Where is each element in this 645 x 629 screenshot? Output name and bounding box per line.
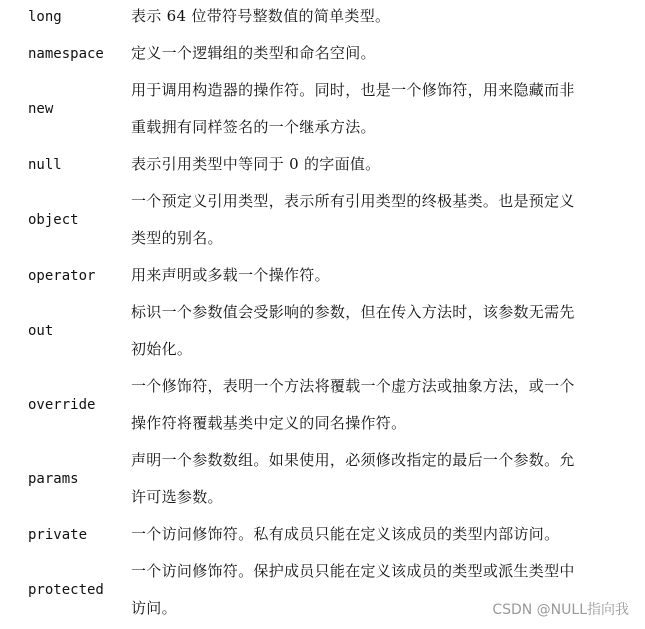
keyword-description (131, 35, 631, 72)
keyword-row (0, 368, 645, 442)
keyword-description (131, 516, 631, 553)
keyword-name: new (28, 101, 54, 117)
keyword-name: long (28, 8, 62, 25)
keyword-description (131, 294, 631, 368)
keyword-row (0, 35, 645, 72)
keyword-name: params (28, 471, 79, 487)
watermark: CSDN @NULL指向我 (492, 602, 629, 618)
keyword-name: protected (28, 582, 104, 598)
keyword-description (131, 257, 631, 294)
keyword-name: operator (28, 267, 96, 284)
keyword-name: out (28, 323, 54, 339)
description-line: 操作符将覆载基类中定义的同名操作符。 (131, 414, 407, 432)
keyword-row (0, 516, 645, 553)
description-line: 重载拥有同样签名的一个继承方法。 (131, 118, 376, 136)
description-line: 访问。 (131, 599, 177, 617)
keyword-description (131, 442, 631, 516)
description-line: 表示引用类型中等同于 0 的字面值。 (131, 155, 381, 173)
description-line: 表示 64 位带符号整数值的简单类型。 (131, 7, 391, 25)
keyword-row (0, 183, 645, 257)
keyword-description (131, 183, 631, 257)
description-line: 用于调用构造器的操作符。同时，也是一个修饰符，用来隐藏而非 (131, 81, 575, 99)
keyword-name: private (28, 526, 88, 543)
description-line: 用来声明或多载一个操作符。 (131, 266, 330, 284)
keyword-name: object (28, 212, 79, 228)
description-line: 一个预定义引用类型，表示所有引用类型的终极基类。也是预定义 (131, 192, 575, 210)
keyword-description (131, 0, 631, 35)
keyword-name: null (28, 156, 62, 173)
description-line: 一个访问修饰符。私有成员只能在定义该成员的类型内部访问。 (131, 525, 560, 543)
description-line: 一个修饰符，表明一个方法将覆载一个虚方法或抽象方法，或一个 (131, 377, 575, 395)
keyword-description (131, 72, 631, 146)
description-line: 许可选参数。 (131, 488, 223, 506)
description-line: 一个访问修饰符。保护成员只能在定义该成员的类型或派生类型中 (131, 562, 575, 580)
description-line: 声明一个参数数组。如果使用，必须修改指定的最后一个参数。允 (131, 451, 575, 469)
keyword-row (0, 257, 645, 294)
keyword-row (0, 294, 645, 368)
keyword-row (0, 442, 645, 516)
description-line: 标识一个参数值会受影响的参数，但在传入方法时，该参数无需先 (131, 303, 575, 321)
keyword-name: namespace (28, 45, 104, 62)
keyword-description (131, 368, 631, 442)
keyword-description (131, 146, 631, 183)
description-line: 初始化。 (131, 340, 193, 358)
description-line: 定义一个逻辑组的类型和命名空间。 (131, 44, 376, 62)
keyword-name: override (28, 397, 96, 413)
keyword-row (0, 72, 645, 146)
keyword-row (0, 146, 645, 183)
keyword-row (0, 0, 645, 35)
description-line: 类型的别名。 (131, 229, 223, 247)
